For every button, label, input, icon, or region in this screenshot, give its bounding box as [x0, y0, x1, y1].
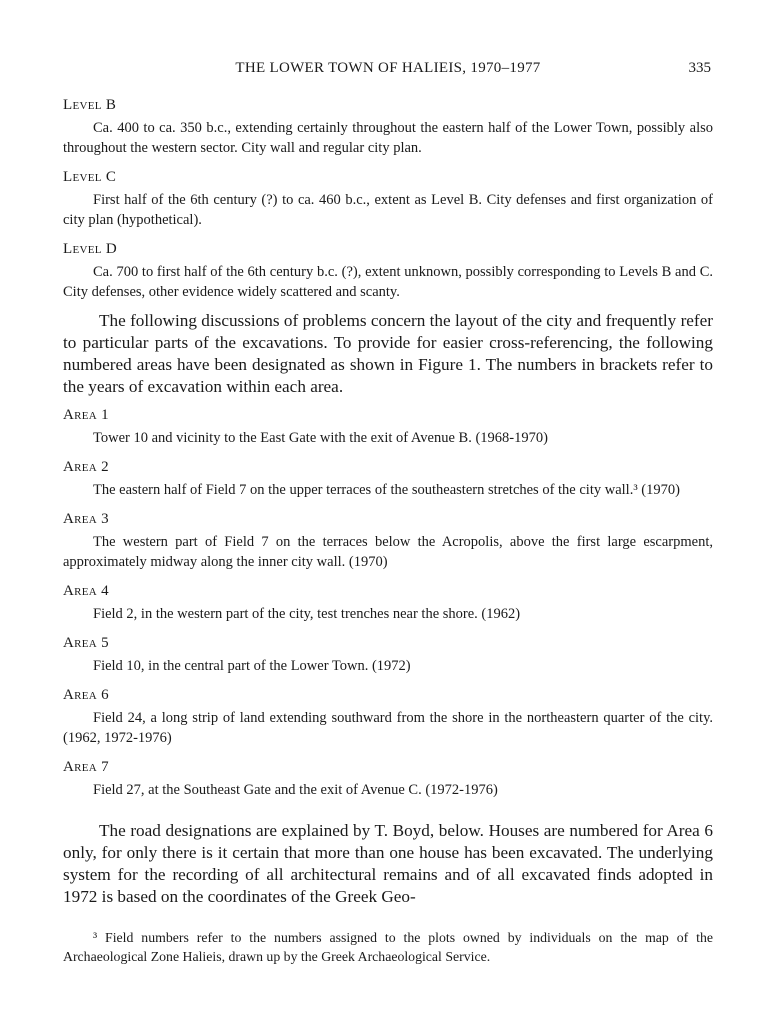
area-description: Field 2, in the western part of the city, test trenches near the shore. (1962) — [93, 606, 521, 622]
level-description: Ca. 700 to first half of the 6th century b.c. (?), extent unknown, possibly corresponding to Levels B and C. City defenses, other evidence widely scattered and scanty. — [63, 264, 713, 300]
area-heading: Area 4 — [63, 583, 109, 599]
footnote: ³ Field numbers refer to the numbers assigned to the plots owned by individuals on the map of the Archaeological Zone Halieis, drawn up by the Greek Archaeological Service. — [63, 930, 713, 964]
area-entry — [63, 458, 713, 500]
areas-section — [63, 406, 713, 810]
area-description: The eastern half of Field 7 on the upper terraces of the southeastern stretches of the city wall.³ (1970) — [93, 482, 680, 498]
page-number: 335 — [688, 60, 711, 76]
closing-paragraph: The road designations are explained by T. Boyd, below. Houses are numbered for Area 6 only, for only there is it certain that more than one house has been excavated. The underlying system for the recording of all architectural remains and of all excavated finds adopted in 1972 is based on the coordinates of the Greek Geo- — [63, 821, 713, 906]
area-description: Tower 10 and vicinity to the East Gate with the exit of Avenue B. (1968-1970) — [93, 430, 548, 446]
footnote-section — [63, 928, 713, 966]
running-title: THE LOWER TOWN OF HALIEIS, 1970–1977 — [235, 60, 541, 76]
level-description: First half of the 6th century (?) to ca. 460 b.c., extent as Level B. City defenses and first organization of city plan (hypothetical). — [63, 192, 713, 228]
level-heading: Level D — [63, 241, 117, 257]
area-entry — [63, 510, 713, 572]
level-description: Ca. 400 to ca. 350 b.c., extending certainly throughout the eastern half of the Lower Town, possibly also throughout the western sector. City wall and regular city plan. — [63, 120, 713, 156]
area-entry — [63, 406, 713, 448]
area-heading: Area 1 — [63, 407, 109, 423]
area-entry — [63, 634, 713, 676]
running-head — [63, 60, 713, 82]
area-description: Field 27, at the Southeast Gate and the exit of Avenue C. (1972-1976) — [93, 782, 498, 798]
area-description: Field 24, a long strip of land extending southward from the shore in the northeastern quarter of the city. (1962, 1972-1976) — [63, 710, 713, 746]
level-entry — [63, 240, 713, 302]
area-heading: Area 5 — [63, 635, 109, 651]
level-heading: Level B — [63, 97, 117, 113]
intro-paragraph: The following discussions of problems concern the layout of the city and frequently refer to particular parts of the excavations. To provide for easier cross-referencing, the following numbered areas have been designated as shown in Figure 1. The numbers in brackets refer to the years of excavation within each area. — [63, 311, 713, 396]
area-heading: Area 2 — [63, 459, 109, 475]
area-description: The western part of Field 7 on the terraces below the Acropolis, above the first large escarpment, approximately midway along the inner city wall. (1970) — [63, 534, 713, 570]
level-heading: Level C — [63, 169, 117, 185]
area-heading: Area 7 — [63, 759, 109, 775]
area-heading: Area 6 — [63, 687, 109, 703]
level-entry — [63, 96, 713, 158]
area-entry — [63, 582, 713, 624]
area-entry — [63, 686, 713, 748]
area-entry — [63, 758, 713, 800]
levels-section — [63, 96, 713, 312]
intro-section — [63, 310, 713, 398]
level-entry — [63, 168, 713, 230]
area-description: Field 10, in the central part of the Lower Town. (1972) — [93, 658, 411, 674]
closing-section — [63, 820, 713, 908]
area-heading: Area 3 — [63, 511, 109, 527]
